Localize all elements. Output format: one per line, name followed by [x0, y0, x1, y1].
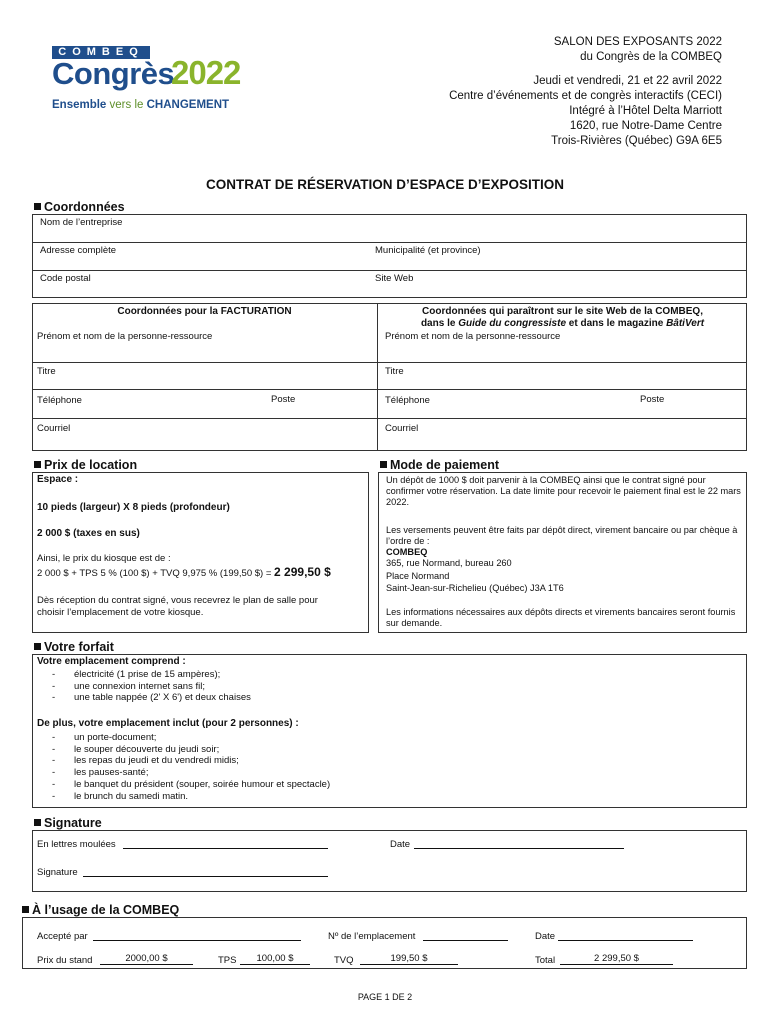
stand-label: Prix du stand: [37, 955, 93, 966]
accepted-label: Accepté par: [37, 931, 88, 942]
event-line: Trois-Rivières (Québec) G9A 6E5: [551, 135, 722, 147]
payment-deposit: Un dépôt de 1000 $ doit parvenir à la COMBEQ ainsi que le contrat signé pour confirmer votre réservation. La date limite pour recevoir le paiement final est le 22 mars 2022.: [386, 475, 741, 507]
date-line[interactable]: [414, 837, 624, 849]
billing-contact-field[interactable]: Prénom et nom de la personne-ressource: [37, 331, 213, 342]
billing-heading: Coordonnées pour la FACTURATION: [117, 306, 292, 317]
payment-methods: Les versements peuvent être faits par dépôt direct, virement bancaire ou par chèque à l’ordre de :: [386, 525, 738, 546]
event-line: SALON DES EXPOSANTS 2022: [553, 36, 722, 48]
web-ext-field[interactable]: Poste: [640, 394, 665, 405]
billing-ext-field[interactable]: Poste: [271, 394, 296, 405]
city-field[interactable]: Municipalité (et province): [375, 245, 481, 256]
tvq-value: 199,50 $: [360, 953, 458, 965]
package-item: - les repas du jeudi et du vendredi midis;: [37, 755, 330, 767]
web-title-field[interactable]: Titre: [385, 366, 404, 377]
package-item: - électricité (1 prise de 15 ampères);: [37, 669, 251, 681]
billing-title-field[interactable]: Titre: [37, 366, 56, 377]
web-phone-field[interactable]: Téléphone: [385, 395, 430, 406]
tvq-label: TVQ: [334, 955, 354, 966]
postal-code-field[interactable]: Code postal: [40, 273, 91, 284]
accepted-line[interactable]: [93, 929, 301, 941]
space-price: 2 000 $ (taxes en sus): [37, 528, 140, 539]
page-title: CONTRAT DE RÉSERVATION D’ESPACE D’EXPOSITION: [205, 177, 565, 192]
package-list-1: [37, 669, 251, 704]
logo-tagline: Ensemble vers le CHANGEMENT: [52, 99, 230, 111]
price-calculation: 2 000 $ + TPS 5 % (100 $) + TVQ 9,975 % (199,50 $) = 2 299,50 $: [37, 565, 331, 579]
section-office-use: À l’usage de la COMBEQ: [22, 903, 179, 917]
website-heading: Coordonnées qui paraîtront sur le site Web de la COMBEQ, dans le Guide du congressiste et dans le magazine BâtiVert: [420, 306, 705, 329]
date-label: Date: [390, 839, 411, 850]
page-number: PAGE 1 DE 2: [357, 992, 413, 1002]
package-item: - les pauses-santé;: [37, 767, 330, 779]
total-value: 2 299,50 $: [560, 953, 673, 965]
coord-box: [32, 214, 747, 298]
section-rental: Prix de location: [34, 458, 137, 472]
logo-top: COMBEQ: [52, 46, 150, 59]
package-item: - un porte-document;: [37, 732, 330, 744]
spot-label: Nº de l’emplacement: [328, 931, 416, 942]
name-line[interactable]: [123, 837, 328, 849]
sign-label: Signature: [37, 867, 78, 878]
package-list-2: [37, 732, 330, 802]
package-item: - une connexion internet sans fil;: [37, 681, 251, 693]
company-field[interactable]: Nom de l’entreprise: [40, 217, 123, 228]
logo-word: Congrès: [52, 56, 175, 91]
event-line: Jeudi et vendredi, 21 et 22 avril 2022: [533, 75, 722, 87]
event-info: [449, 35, 722, 149]
website-field[interactable]: Site Web: [375, 273, 414, 284]
payment-org: COMBEQ: [386, 547, 428, 557]
event-line: Intégré à l’Hôtel Delta Marriott: [569, 105, 722, 117]
calc-intro: Ainsi, le prix du kiosque est de :: [37, 553, 171, 564]
web-contact-field[interactable]: Prénom et nom de la personne-ressource: [385, 331, 561, 342]
package-sub1: Votre emplacement comprend :: [37, 656, 186, 667]
billing-email-field[interactable]: Courriel: [37, 423, 71, 434]
payment-info: Les informations nécessaires aux dépôts directs et virements bancaires seront fournis sur demande.: [386, 607, 736, 628]
space-size: 10 pieds (largeur) X 8 pieds (profondeur): [37, 502, 230, 513]
total-label: Total: [535, 955, 556, 966]
office-date-line[interactable]: [558, 929, 693, 941]
tps-label: TPS: [218, 955, 237, 966]
package-item: - une table nappée (2' X 6') et deux chaises: [37, 692, 251, 704]
section-package: Votre forfait: [34, 640, 114, 654]
tps-value: 100,00 $: [240, 953, 310, 965]
event-line: Centre d’événements et de congrès interactifs (CECI): [449, 90, 722, 102]
payment-addr2: Place Normand: [386, 571, 450, 581]
section-coordonnees: Coordonnées: [34, 200, 125, 214]
name-label: En lettres moulées: [37, 839, 116, 850]
package-sub2: De plus, votre emplacement inclut (pour 2 personnes) :: [37, 718, 299, 729]
address-field[interactable]: Adresse complète: [40, 245, 117, 256]
combeq-logo: [52, 46, 242, 116]
event-line: du Congrès de la COMBEQ: [580, 51, 722, 63]
section-signature: Signature: [34, 816, 102, 830]
billing-phone-field[interactable]: Téléphone: [37, 395, 82, 406]
payment-addr3: Saint-Jean-sur-Richelieu (Québec) J3A 1T6: [386, 583, 564, 593]
stand-value: 2000,00 $: [100, 953, 193, 965]
office-date-label: Date: [535, 931, 556, 942]
space-label: Espace :: [37, 474, 79, 485]
package-item: - le souper découverte du jeudi soir;: [37, 744, 330, 756]
web-email-field[interactable]: Courriel: [385, 423, 419, 434]
package-item: - le brunch du samedi matin.: [37, 791, 330, 803]
payment-addr1: 365, rue Normand, bureau 260: [386, 558, 512, 568]
event-line: 1620, rue Notre-Dame Centre: [569, 120, 722, 132]
spot-line[interactable]: [423, 929, 508, 941]
section-payment: Mode de paiement: [380, 458, 499, 472]
logo-year: 2022: [171, 54, 241, 91]
rental-note: Dès réception du contrat signé, vous recevrez le plan de salle pour choisir l’emplacement de votre kiosque.: [37, 595, 318, 618]
sign-line[interactable]: [83, 865, 328, 877]
package-item: - le banquet du président (souper, soirée humour et spectacle): [37, 779, 330, 791]
